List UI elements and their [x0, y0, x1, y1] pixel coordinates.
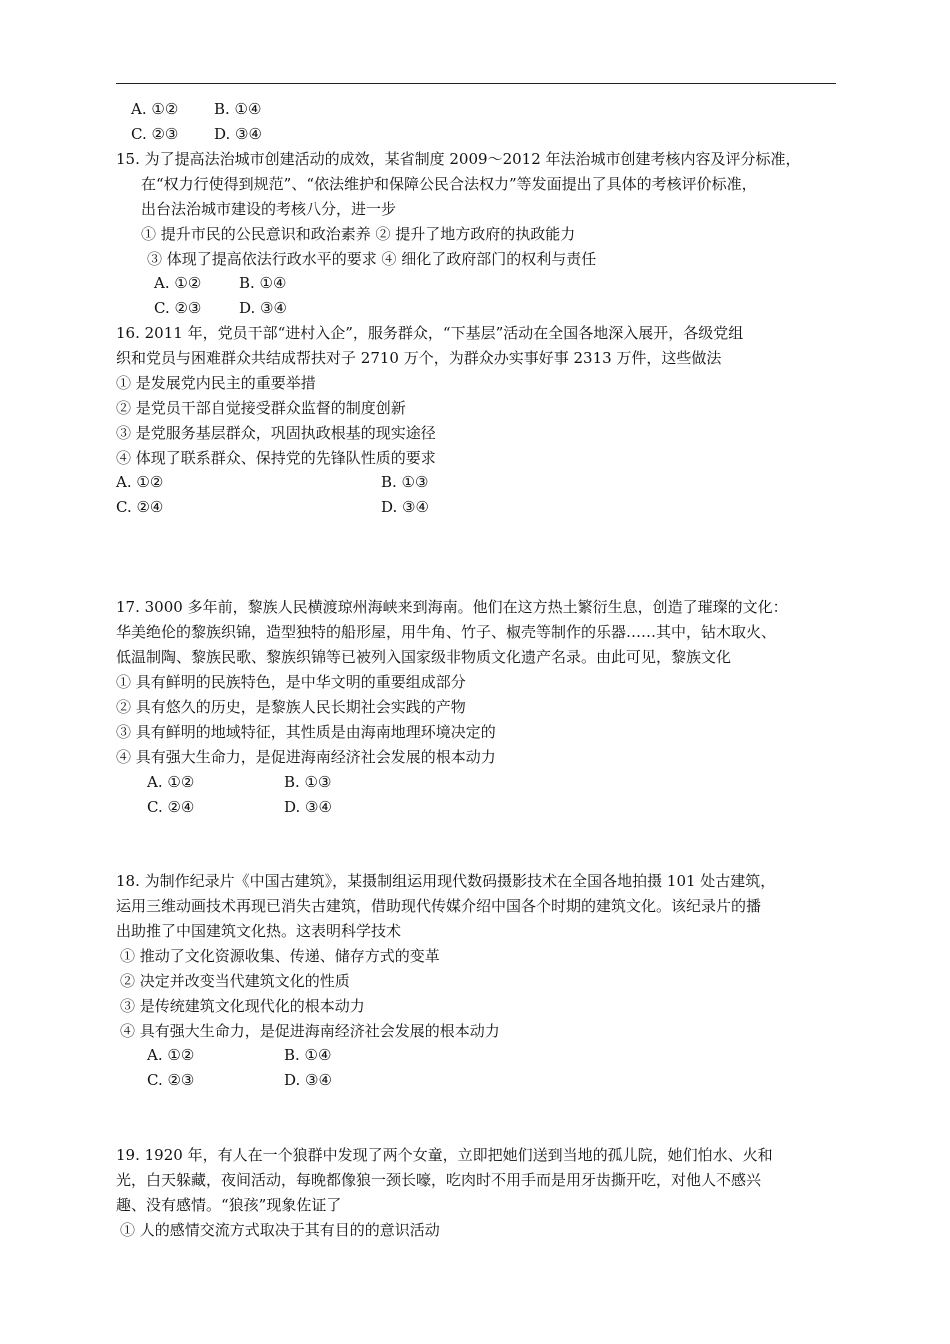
question-stem-line: 运用三维动画技术再现已消失古建筑，借助现代传媒介绍中国各个时期的建筑文化。该纪录片的播	[116, 897, 762, 915]
option-c: C. ②③	[154, 299, 202, 317]
option-d: D. ③④	[239, 299, 287, 317]
statement-line: ② 具有悠久的历史，是黎族人民长期社会实践的产物	[116, 698, 466, 716]
statement-line: ③ 体现了提高依法行政水平的要求 ④ 细化了政府部门的权利与责任	[147, 250, 597, 268]
option-a: A. ①②	[147, 1046, 195, 1064]
statement-line: ④ 体现了联系群众、保持党的先锋队性质的要求	[116, 449, 436, 467]
option-d: D. ③④	[284, 1071, 332, 1089]
statement-line: ② 是党员干部自觉接受群众监督的制度创新	[116, 399, 406, 417]
statement-line: ① 人的感情交流方式取决于其有目的的意识活动	[120, 1221, 440, 1239]
option-d: D. ③④	[381, 498, 429, 516]
option-a: A. ①②	[116, 473, 164, 491]
question-stem-line: 趣、没有感情。“狼孩”现象佐证了	[116, 1196, 342, 1214]
option-b: B. ①④	[284, 1046, 332, 1064]
statement-line: ① 是发展党内民主的重要举措	[116, 374, 316, 392]
question-stem-line: 18. 为制作纪录片《中国古建筑》，某摄制组运用现代数码摄影技术在全国各地拍摄 101 处古建筑，	[116, 872, 776, 890]
option-b: B. ①④	[239, 274, 287, 292]
statement-line: ① 提升市民的公民意识和政治素养 ② 提升了地方政府的执政能力	[141, 225, 576, 243]
statement-line: ③ 是党服务基层群众，巩固执政根基的现实途径	[116, 424, 436, 442]
question-stem-line: 在“权力行使得到规范”、“依法维护和保障公民合法权力”等发面提出了具体的考核评价标准，	[141, 175, 757, 193]
question-stem-line: 光，白天躲藏，夜间活动，每晚都像狼一颈长嚎，吃肉时不用手而是用牙齿撕开吃，对他人不感兴	[116, 1171, 762, 1189]
option-c: C. ②③	[147, 1071, 195, 1089]
question-stem-line: 低温制陶、黎族民歌、黎族织锦等已被列入国家级非物质文化遗产名录。由此可见，黎族文化	[116, 648, 732, 666]
option-a: A. ①②	[147, 773, 195, 791]
question-stem-line: 19. 1920 年，有人在一个狼群中发现了两个女童，立即把她们送到当地的孤儿院，她们怕水、火和	[116, 1146, 773, 1164]
statement-line: ① 推动了文化资源收集、传递、储存方式的变革	[120, 947, 440, 965]
question-stem-line: 华美绝伦的黎族织锦，造型独特的船形屋，用牛角、竹子、椒壳等制作的乐器……其中，钻木取火、	[116, 623, 777, 641]
option-b: B. ①④	[214, 100, 262, 118]
question-stem-line: 16. 2011 年，党员干部“进村入企”，服务群众，“下基层”活动在全国各地深入展开，各级党组	[116, 324, 744, 342]
option-d: D. ③④	[284, 798, 332, 816]
statement-line: ③ 具有鲜明的地域特征，其性质是由海南地理环境决定的	[116, 723, 496, 741]
option-b: B. ①③	[284, 773, 332, 791]
question-stem-line: 织和党员与困难群众共结成帮扶对子 2710 万个，为群众办实事好事 2313 万件，这些做法	[116, 349, 722, 367]
option-d: D. ③④	[214, 125, 262, 143]
statement-line: ④ 具有强大生命力，是促进海南经济社会发展的根本动力	[120, 1022, 500, 1040]
statement-line: ① 具有鲜明的民族特色，是中华文明的重要组成部分	[116, 673, 466, 691]
question-stem-line: 出台法治城市建设的考核八分，进一步	[141, 200, 397, 218]
option-c: C. ②③	[131, 125, 179, 143]
statement-line: ② 决定并改变当代建筑文化的性质	[120, 972, 350, 990]
header-rule	[116, 83, 836, 84]
question-stem-line: 15. 为了提高法治城市创建活动的成效，某省制度 2009～2012 年法治城市创建考核内容及评分标准，	[116, 150, 801, 168]
question-stem-line: 出助推了中国建筑文化热。这表明科学技术	[116, 922, 402, 940]
option-b: B. ①③	[381, 473, 429, 491]
question-stem-line: 17. 3000 多年前，黎族人民横渡琼州海峡来到海南。他们在这方热土繁衍生息，创造了璀璨的文化：	[116, 598, 788, 616]
option-c: C. ②④	[147, 798, 195, 816]
option-a: A. ①②	[154, 274, 202, 292]
statement-line: ④ 具有强大生命力，是促进海南经济社会发展的根本动力	[116, 748, 496, 766]
option-c: C. ②④	[116, 498, 164, 516]
statement-line: ③ 是传统建筑文化现代化的根本动力	[120, 997, 365, 1015]
option-a: A. ①②	[131, 100, 179, 118]
